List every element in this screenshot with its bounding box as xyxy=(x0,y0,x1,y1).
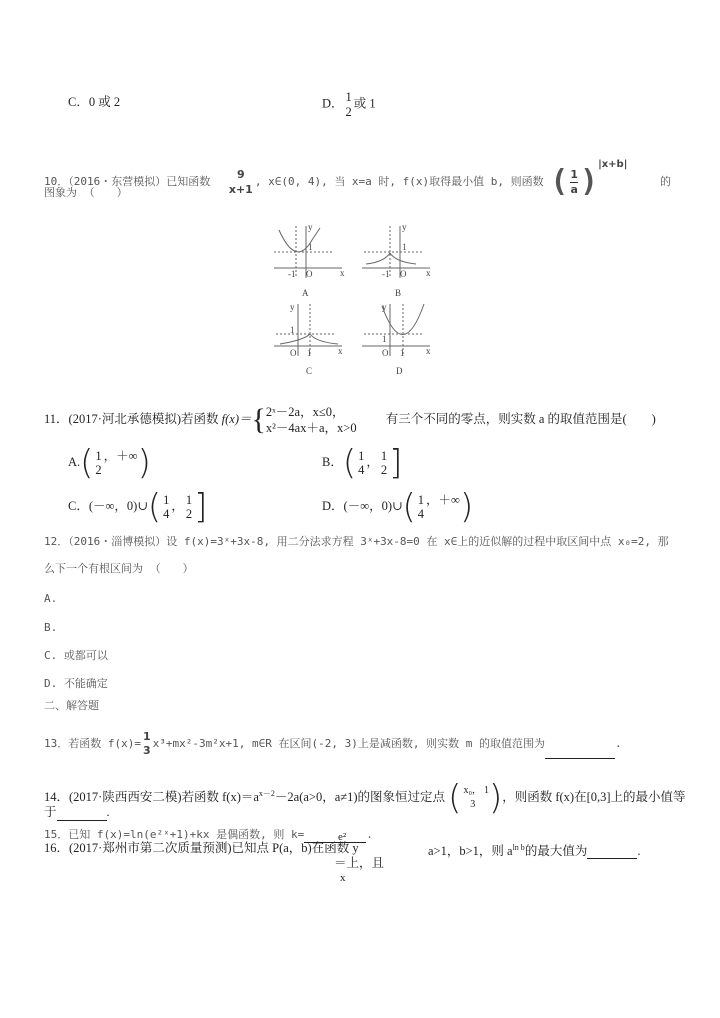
q14-text: 于 xyxy=(44,805,57,819)
option-text: ，＋∞ xyxy=(426,492,460,507)
axis-label: y xyxy=(382,302,387,312)
axis-label: y xyxy=(308,222,313,232)
tick-label: -1 xyxy=(288,269,296,279)
origin-label: O xyxy=(290,348,297,358)
q14-suffix: ，则函数 f(x)在[0,3]上的最小值等 xyxy=(502,790,686,804)
q16-suffix: 的最大值为 xyxy=(524,844,588,859)
bracket: ( xyxy=(342,443,357,483)
right-paren: ) xyxy=(580,164,599,199)
tick-label: 1 xyxy=(307,348,312,358)
q11-option-c: C．(－∞，0)∪( 1 4 ， 1 2 ] xyxy=(68,487,208,527)
bracket: ) xyxy=(488,778,503,819)
fraction xyxy=(418,493,424,521)
bracket: ( xyxy=(147,487,162,527)
question-10 xyxy=(44,146,671,201)
denominator: 4 xyxy=(358,463,365,477)
q13-text: x³+mx²-3m²x+1, m∈R 在区间(-2, 3)上是减函数, 则实数 m 的取值范围为 xyxy=(152,737,545,750)
numerator: 1 xyxy=(417,493,425,507)
denominator: 2 xyxy=(380,463,388,477)
q16-numerator: e² xyxy=(338,831,347,843)
exponent: ln b xyxy=(512,843,525,852)
bracket: ) xyxy=(137,443,151,483)
option-label: D．(－∞，0)∪ xyxy=(322,498,403,513)
axis-label: x xyxy=(338,346,343,356)
exponent: |x+b| xyxy=(598,159,628,170)
numerator: 1 xyxy=(95,449,102,463)
answer-blank[interactable] xyxy=(57,804,107,821)
option-label: D． xyxy=(322,96,344,111)
q11-suffix: 有三个不同的零点，则实数 a 的取值范围是( ) xyxy=(385,411,656,426)
period: . xyxy=(106,805,110,819)
q15-text: 15．已知 f(x)=ln(e²ˣ+1)+kx 是偶函数, 则 k= xyxy=(44,828,305,841)
q16-prefix: 16．(2017·郑州市第二次质量预测)已知点 P(a，b)在函数 y xyxy=(44,841,359,855)
question-16 xyxy=(44,841,359,855)
numerator: 1 xyxy=(570,167,578,181)
numerator: 1 xyxy=(483,785,489,796)
option-label: A. xyxy=(68,454,81,469)
tick-label: 1 xyxy=(290,325,295,335)
q10-line2: 图象为 （ ） xyxy=(44,186,128,199)
q11-option-d xyxy=(322,487,474,527)
q13-prefix: 13．若函数 f(x)= xyxy=(44,737,141,750)
numerator: 1 xyxy=(142,730,151,743)
q16-cond: a>1，b>1，则 a xyxy=(428,844,513,859)
tick-label: 1 xyxy=(400,348,405,358)
exponent: x－2 xyxy=(258,788,275,798)
origin-label: O xyxy=(382,348,389,358)
equals: ＝ xyxy=(334,856,347,870)
answer-blank[interactable] xyxy=(587,844,637,859)
left-paren: ( xyxy=(550,164,569,199)
bracket: ( xyxy=(402,487,416,527)
point-x: x₀， xyxy=(463,785,482,797)
question-14 xyxy=(44,776,686,819)
axis-label: x xyxy=(340,268,345,278)
q14-line2 xyxy=(44,804,110,821)
period: . xyxy=(366,828,373,841)
graph-label-a: A xyxy=(302,288,309,298)
q12-option-c: C. 或都可以 xyxy=(44,649,108,662)
axis-label: y xyxy=(402,222,407,232)
graph-d xyxy=(362,304,430,356)
denominator: 2 xyxy=(345,105,352,119)
q11-option-b: B．( 1 4 ， 1 2 ] xyxy=(322,443,403,483)
option-label: B． xyxy=(322,454,343,469)
denominator: 2 xyxy=(185,507,193,521)
q14-text: －2a(a>0，a≠1)的图象恒过定点 xyxy=(274,790,446,804)
origin-label: O xyxy=(400,269,407,279)
fraction xyxy=(346,90,352,119)
graph-b xyxy=(362,226,430,278)
q12-option-a: A. xyxy=(44,592,58,605)
bracket: ( xyxy=(448,778,462,819)
axis-label: x xyxy=(426,268,431,278)
question-11 xyxy=(44,404,656,436)
q10-suffix: 的 xyxy=(659,175,671,188)
denominator: 4 xyxy=(163,507,170,521)
axis-label: y xyxy=(290,302,295,312)
q10-prefix: 10．（2016・东营模拟）已知函数 xyxy=(44,175,211,188)
q16-denominator: x xyxy=(340,872,346,884)
numerator: 1 xyxy=(163,493,170,507)
fraction xyxy=(186,493,192,521)
q16-text: 上，且 xyxy=(346,856,385,870)
option-text: 或 1 xyxy=(353,96,376,111)
denominator: 3 xyxy=(142,744,151,757)
tick-label: 1 xyxy=(402,242,407,252)
graph-label-c: C xyxy=(306,366,313,376)
case-2: x²－4ax＋a，x>0 xyxy=(265,421,357,435)
answer-blank[interactable] xyxy=(545,730,615,759)
bracket: ( xyxy=(80,443,94,483)
fraction xyxy=(95,449,101,477)
fraction xyxy=(463,784,482,812)
q10-base xyxy=(570,168,578,197)
period: . xyxy=(637,844,641,859)
q12-option-d: D. 不能确定 xyxy=(44,677,108,690)
tick-label: -1 xyxy=(382,269,390,279)
tick-label: 1 xyxy=(308,242,313,252)
tick-label: 1 xyxy=(382,334,387,344)
denominator: x+1 xyxy=(228,182,253,196)
bracket: ] xyxy=(389,443,403,483)
graph-label-d: D xyxy=(396,366,403,376)
q11-option-a xyxy=(68,443,151,483)
q12-option-b: B. xyxy=(44,621,58,634)
fraction xyxy=(381,449,387,477)
denominator: 2 xyxy=(95,463,102,477)
bracket: ) xyxy=(459,487,474,527)
fraction xyxy=(358,449,364,477)
option-label: C．(－∞，0)∪ xyxy=(68,498,148,513)
numerator: 1 xyxy=(185,493,193,507)
graph-label-b: B xyxy=(395,288,402,298)
q12-line2: 么下一个有根区间为 （ ） xyxy=(44,562,194,575)
period: . xyxy=(614,737,622,750)
q16-condition xyxy=(428,841,640,859)
q10-graph-options xyxy=(262,218,442,378)
q14-prefix: 14．(2017·陕西西安二模)若函数 f(x)＝a xyxy=(44,790,259,804)
case-1: 2ˣ－2a，x≤0， xyxy=(265,405,345,419)
q11-prefix: 11．(2017·河北承德模拟)若函数 xyxy=(44,411,222,426)
origin-label: O xyxy=(306,269,313,279)
option-text: ，＋∞ xyxy=(103,448,138,463)
numerator: 1 xyxy=(358,449,365,463)
denominator: a xyxy=(570,182,578,196)
numerator: 1 xyxy=(380,449,388,463)
q10-fraction xyxy=(229,168,253,197)
q10-text: , x∈(0, 4), 当 x=a 时, f(x)取得最小值 b, 则函数 xyxy=(254,175,544,188)
q9-option-d xyxy=(322,90,376,119)
section-heading: 二、解答题 xyxy=(44,699,99,712)
fraction xyxy=(143,730,151,758)
numerator: 9 xyxy=(237,167,245,181)
fraction xyxy=(163,493,169,521)
denominator: 3 xyxy=(470,799,476,811)
axis-label: x xyxy=(426,346,431,356)
denominator: 4 xyxy=(417,507,425,521)
numerator: 1 xyxy=(345,90,352,104)
q16-equals xyxy=(334,855,384,871)
piecewise-cases xyxy=(266,404,357,436)
bracket: ] xyxy=(194,487,208,527)
question-12: 12．（2016・淄博模拟）设 f(x)=3ˣ+3x-8, 用二分法求方程 3ˣ+3x-8=0 在 x∈上的近似解的过程中取区间中点 x₀=2, 那 xyxy=(44,535,669,548)
question-13 xyxy=(44,730,622,759)
brace: { xyxy=(251,403,266,436)
q9-option-c: C．0 或 2 xyxy=(68,95,121,109)
q11-fx: f(x)＝ xyxy=(221,411,252,426)
